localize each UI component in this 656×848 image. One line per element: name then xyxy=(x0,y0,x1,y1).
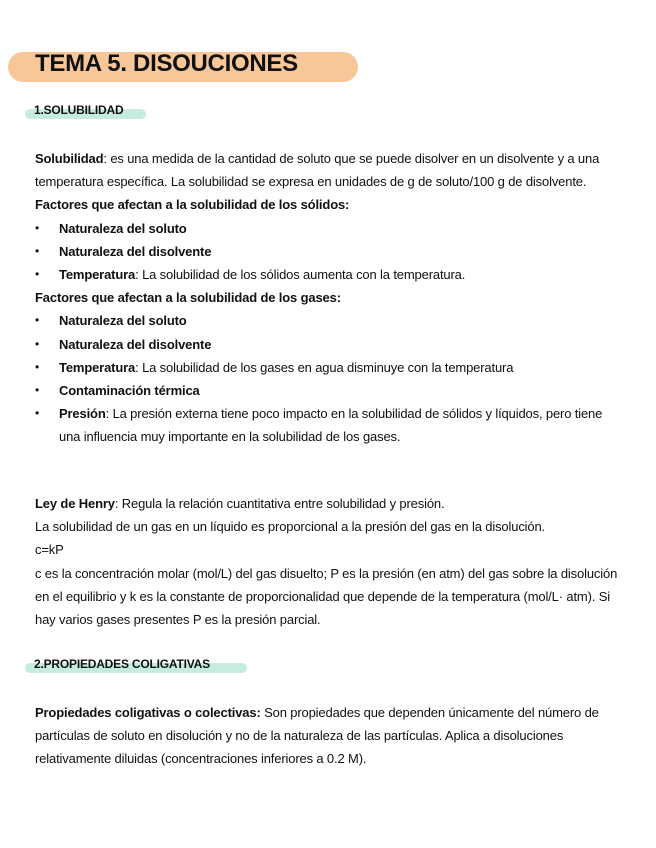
list-item: • Naturaleza del disolvente xyxy=(35,333,625,356)
henry-law-intro: Ley de Henry: Regula la relación cuantitativa entre solubilidad y presión. xyxy=(35,496,445,511)
title-block xyxy=(8,48,298,80)
list-item: • Naturaleza del soluto xyxy=(35,309,625,332)
gases-factor-list xyxy=(35,309,625,448)
section-heading-propiedades: 2.PROPIEDADES COLIGATIVAS xyxy=(34,657,210,671)
henry-content xyxy=(35,492,625,631)
section-heading-solubilidad: 1.SOLUBILIDAD xyxy=(34,103,123,117)
gases-heading: Factores que afectan a la solubilidad de los gases: xyxy=(35,290,341,306)
list-item: • Contaminación térmica xyxy=(35,379,625,402)
coligativas-content xyxy=(35,701,625,771)
list-item: • Naturaleza del soluto xyxy=(35,217,625,240)
solids-factor-list xyxy=(35,217,625,287)
solids-heading: Factores que afectan a la solubilidad de los sólidos: xyxy=(35,197,350,213)
solubilidad-content xyxy=(35,147,625,449)
list-item: • Presión: La presión externa tiene poco impacto en la solubilidad de sólidos y líquidos, pero tiene una influencia muy importante en la solubilidad de los gases. xyxy=(35,402,625,448)
list-item: • Temperatura: La solubilidad de los sólidos aumenta con la temperatura. xyxy=(35,263,625,286)
henry-law-statement: La solubilidad de un gas en un líquido es proporcional a la presión del gas en la disolución. xyxy=(35,519,546,535)
henry-explanation: c es la concentración molar (mol/L) del gas disuelto; P es la presión (en atm) del gas sobre la disolución en el equilibrio y k es la constante de proporcionalidad que depende de la temperatura (mol/L· atm). Si hay varios gases presentes P es la presión parcial. xyxy=(35,565,618,628)
list-item: • Temperatura: La solubilidad de los gases en agua disminuye con la temperatura xyxy=(35,356,625,379)
henry-formula: c=kP xyxy=(35,542,64,558)
coligativas-definition: Propiedades coligativas o colectivas: Son propiedades que dependen únicamente del número de partículas de soluto en disolución y no de la naturaleza de las partículas. Aplica a disoluciones relativamente diluidas (concentraciones inferiores a 0.2 M). xyxy=(35,705,599,767)
page-title: TEMA 5. DISOUCIONES xyxy=(35,50,298,77)
solubilidad-definition: Solubilidad: es una medida de la cantidad de soluto que se puede disolver en un disolvente y a una temperatura específica. La solubilidad se expresa en unidades de g de soluto/100 g de disolvente. xyxy=(35,151,600,190)
list-item: • Naturaleza del disolvente xyxy=(35,240,625,263)
